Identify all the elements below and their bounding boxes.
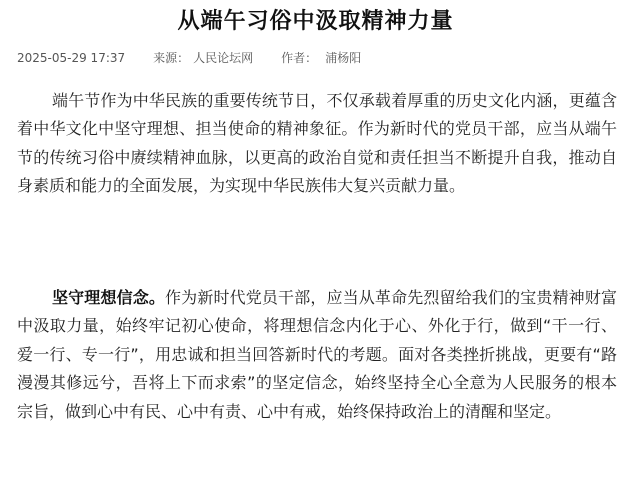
article-paragraph [17, 87, 617, 201]
paragraph-lead: 坚守理想信念。 [52, 288, 166, 307]
article-paragraph [17, 284, 617, 426]
source-label: 来源： [153, 51, 190, 65]
article-title: 从端午习俗中汲取精神力量 [177, 8, 454, 34]
article-meta [17, 50, 361, 66]
source-name[interactable]: 人民论坛网 [193, 51, 254, 65]
paragraph-text: 作为新时代党员干部，应当从革命先烈留给我们的宝贵精神财富中汲取力量，始终牢记初心使命，将理想信念内化于心、外化于行，做到“干一行、爱一行、专一行”，用忠诚和担当回答新时代的考题。面对各类挫折挑战，更要有“路漫漫其修远兮，吾将上下而求索”的坚定信念，始终坚持全心全意为人民服务的根本宗旨，做到心中有民、心中有责、心中有戒，始终保持政治上的清醒和坚定。 [17, 288, 617, 421]
publish-date: 2025-05-29 17:37 [17, 51, 126, 65]
author-label: 作者： [281, 51, 318, 65]
author-name: 浦杨阳 [325, 51, 362, 65]
paragraph-text: 端午节作为中华民族的重要传统节日，不仅承载着厚重的历史文化内涵，更蕴含着中华文化中坚守理想、担当使命的精神象征。作为新时代的党员干部，应当从端午节的传统习俗中赓续精神血脉，以更高的政治自觉和责任担当不断提升自我，推动自身素质和能力的全面发展，为实现中华民族伟大复兴贡献力量。 [17, 91, 617, 196]
